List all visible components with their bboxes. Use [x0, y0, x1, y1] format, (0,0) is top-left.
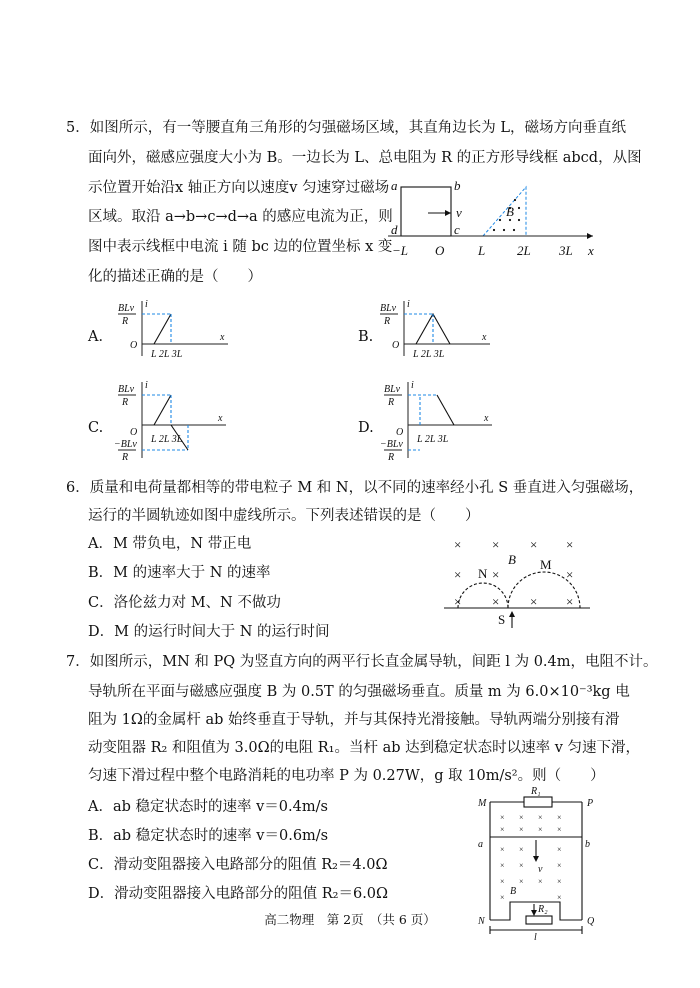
- q5-option-b-graph: [380, 299, 500, 359]
- q7-line5: 匀速下滑过程中整个电路消耗的电功率 P 为 0.27W，g 取 10m/s²。则（ ）: [88, 768, 605, 784]
- q7-line2: 导轨所在平面与磁感应强度 B 为 0.5T 的匀强磁场垂直。质量 m 为 6.0×10⁻³kg 电: [88, 684, 630, 700]
- current-line: [437, 395, 454, 425]
- svg-text:×: ×: [519, 845, 524, 854]
- svg-text:×: ×: [538, 877, 543, 886]
- tick-minus-L: −L: [392, 243, 409, 258]
- current-line-pos: [154, 395, 171, 425]
- i-label: i: [145, 299, 148, 310]
- svg-text:×: ×: [500, 861, 505, 870]
- x-label: x: [218, 413, 223, 424]
- tick-labels: L 2L 3L: [413, 349, 445, 360]
- origin-label: O: [392, 340, 400, 351]
- tick-L: L: [478, 243, 486, 258]
- q5-line6: 化的描述正确的是（ ）: [88, 269, 262, 285]
- page-footer: 高二物理 第 2页 （共 6 页）: [264, 912, 436, 927]
- q5-option-d-letter: D.: [358, 420, 374, 436]
- label-R1: R₁: [531, 786, 541, 797]
- q5-option-c-graph: [114, 380, 234, 463]
- svg-text:×: ×: [500, 813, 505, 822]
- q6-figure: [442, 532, 602, 632]
- label-a: a: [478, 839, 483, 850]
- neg-num: −BLv: [380, 439, 403, 450]
- svg-text:×: ×: [538, 813, 543, 822]
- tick-labels: L 2L 3L: [417, 434, 449, 445]
- svg-text:×: ×: [519, 825, 524, 834]
- current-line: [154, 314, 171, 344]
- ylab-num: BLv: [118, 303, 135, 314]
- tick-3L: 3L: [559, 243, 573, 258]
- svg-text:×: ×: [519, 877, 524, 886]
- svg-text:×: ×: [557, 877, 562, 886]
- origin-label: O: [130, 340, 138, 351]
- label-N: N: [478, 566, 488, 581]
- ylab-den: R: [388, 397, 395, 408]
- svg-text:×: ×: [454, 537, 462, 552]
- magnetic-triangle: [483, 187, 526, 236]
- label-l: l: [534, 932, 537, 943]
- x-label: x: [588, 243, 594, 258]
- svg-text:×: ×: [530, 537, 538, 552]
- resistor-R1: [524, 797, 552, 807]
- tick-2L: 2L: [517, 243, 531, 258]
- q5-option-b-letter: B.: [358, 329, 374, 345]
- neg-den: R: [388, 452, 395, 463]
- origin-label: O: [130, 427, 138, 438]
- svg-text:×: ×: [519, 861, 524, 870]
- q6-option-b: B．M 的速率大于 N 的速率: [88, 565, 271, 581]
- svg-text:×: ×: [566, 537, 574, 552]
- q5-line4: 区域。取沿 a→b→c→d→a 的感应电流为正，则: [88, 209, 393, 225]
- q5-line2: 面向外，磁感应强度大小为 B。一边长为 L、总电阻为 R 的正方形导线框 abcd，从图: [88, 150, 642, 166]
- label-Q: Q: [587, 916, 595, 927]
- svg-text:×: ×: [500, 877, 505, 886]
- q7-option-c: C．滑动变阻器接入电路部分的阻值 R₂＝4.0Ω: [88, 857, 388, 873]
- x-label: x: [220, 332, 225, 343]
- label-b: b: [454, 178, 461, 193]
- field-crosses: [454, 537, 573, 609]
- ylab-den: R: [122, 397, 129, 408]
- tick-labels: L 2L 3L: [151, 434, 183, 445]
- label-v: v: [456, 205, 462, 220]
- svg-text:×: ×: [500, 825, 505, 834]
- label-R2: R₂: [538, 904, 548, 915]
- i-label: i: [145, 380, 148, 391]
- q7-line4: 动变阻器 R₂ 和阻值为 3.0Ω的电阻 R₁。当杆 ab 达到稳定状态时以速率 v 匀速下滑，: [88, 740, 641, 756]
- ylab-den: R: [384, 316, 391, 327]
- svg-text:×: ×: [530, 594, 538, 609]
- label-B: B: [506, 204, 514, 219]
- neg-num: −BLv: [114, 439, 137, 450]
- svg-text:×: ×: [557, 861, 562, 870]
- svg-text:×: ×: [557, 813, 562, 822]
- x-axis-arrow: [587, 233, 593, 239]
- trajectory-N: [458, 583, 508, 608]
- q6-option-a: A．M 带负电，N 带正电: [88, 536, 252, 552]
- tick-labels: L 2L 3L: [151, 349, 183, 360]
- arrow-head: [445, 210, 451, 216]
- label-c: c: [454, 222, 460, 237]
- label-M: M: [540, 557, 552, 572]
- label-M: M: [478, 798, 487, 809]
- x-label: x: [484, 413, 489, 424]
- q7-line3: 阻为 1Ω的金属杆 ab 始终垂直于导轨，并与其保持光滑接触。导轨两端分别接有滑: [88, 712, 620, 728]
- q7-option-b: B．ab 稳定状态时的速率 v＝0.6m/s: [88, 828, 329, 844]
- q6-option-c: C．洛伦兹力对 M、N 不做功: [88, 595, 281, 611]
- svg-text:×: ×: [492, 537, 500, 552]
- q7-line1: 7．如图所示，MN 和 PQ 为竖直方向的两平行长直金属导轨，间距 l 为 0.4m，电阻不计。: [66, 654, 658, 670]
- svg-text:×: ×: [500, 845, 505, 854]
- q6-line2: 运行的半圆轨迹如图中虚线所示。下列表述错误的是（ ）: [88, 508, 480, 524]
- svg-text:×: ×: [500, 893, 505, 902]
- q5-option-a-letter: A．: [88, 329, 113, 345]
- q7-option-a: A．ab 稳定状态时的速率 v＝0.4m/s: [88, 799, 328, 815]
- q6-option-d: D．M 的运行时间大于 N 的运行时间: [88, 624, 330, 640]
- i-label: i: [411, 380, 414, 391]
- i-label: i: [407, 299, 410, 310]
- label-d: d: [391, 222, 398, 237]
- label-a: a: [391, 178, 398, 193]
- q6-line1: 6．质量和电荷量都相等的带电粒子 M 和 N，以不同的速率经小孔 S 垂直进入匀强磁场，: [66, 480, 644, 496]
- label-N: N: [478, 916, 485, 927]
- q5-line1: 5．如图所示，有一等腰直角三角形的匀强磁场区域，其直角边长为 L，磁场方向垂直纸: [66, 120, 626, 136]
- label-v: v: [538, 864, 543, 875]
- ylab-num: BLv: [118, 384, 135, 395]
- svg-text:×: ×: [492, 567, 500, 582]
- svg-text:×: ×: [454, 594, 462, 609]
- ylab-num: BLv: [380, 303, 397, 314]
- q5-figure: [388, 170, 608, 260]
- label-B: B: [508, 552, 516, 567]
- origin-label: O: [396, 427, 404, 438]
- svg-text:×: ×: [566, 567, 574, 582]
- svg-text:×: ×: [454, 567, 462, 582]
- q7-option-d: D．滑动变阻器接入电路部分的阻值 R₂＝6.0Ω: [88, 886, 389, 902]
- q5-option-a-graph: [118, 299, 238, 359]
- label-S: S: [498, 612, 506, 627]
- svg-text:×: ×: [557, 845, 562, 854]
- svg-text:×: ×: [557, 893, 562, 902]
- svg-text:×: ×: [538, 825, 543, 834]
- q5-option-c-letter: C.: [88, 420, 104, 436]
- label-B: B: [510, 886, 517, 897]
- x-label: x: [482, 332, 487, 343]
- q5-option-d-graph: [380, 380, 500, 463]
- svg-text:×: ×: [492, 594, 500, 609]
- svg-text:×: ×: [519, 813, 524, 822]
- square-frame: [401, 187, 451, 236]
- ylab-num: BLv: [384, 384, 401, 395]
- neg-den: R: [122, 452, 129, 463]
- q5-line5: 图中表示线框中电流 i 随 bc 边的位置坐标 x 变: [88, 239, 393, 255]
- tick-O: O: [435, 243, 445, 258]
- q5-line3: 示位置开始沿x 轴正方向以速度v 匀速穿过磁场: [88, 180, 390, 196]
- ylab-den: R: [122, 316, 129, 327]
- svg-text:×: ×: [557, 825, 562, 834]
- label-b: b: [585, 839, 590, 850]
- label-P: P: [587, 798, 594, 809]
- svg-text:×: ×: [566, 594, 574, 609]
